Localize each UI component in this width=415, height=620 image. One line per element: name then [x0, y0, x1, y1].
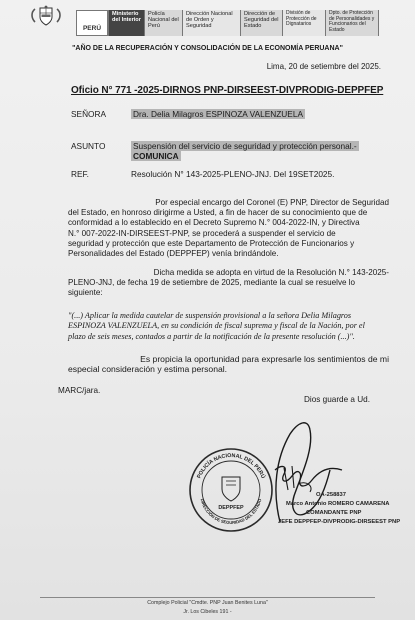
quote-line: "(...) Aplicar la medida cautelar de suspensión provisional a la señora Delia Milagros — [68, 311, 352, 320]
asunto-value — [131, 141, 401, 161]
stamp-center-text: DEPPFEP — [218, 505, 244, 511]
quote-line: plazo de seis meses, contados a partir de la notificación de la presente resolución (...)". — [68, 331, 355, 341]
footer-address-line2: Jr. Los Cibeles 191 - — [183, 609, 232, 615]
senora-label: SEÑORA — [71, 109, 107, 119]
year-motto: "AÑO DE LA RECUPERACIÓN Y CONSOLIDACIÓN DE LA ECONOMÍA PERUANA" — [72, 45, 343, 52]
signatory-code: OA-258837 — [316, 492, 346, 498]
header-directorate: Dirección Nacional de Orden y Seguridad — [182, 10, 240, 36]
paragraph-line: Dicha medida se adopta en virtud de la Resolución N.° 143-2025- — [153, 268, 389, 277]
resolution-quote — [68, 311, 394, 342]
closing-salutation: Dios guarde a Ud. — [304, 395, 370, 404]
signatory-rank: COMANDANTE PNP — [306, 510, 362, 516]
quote-line: ESPINOZA VALENZUELA, en su condición de fiscal suprema y fiscal de la Nación, por el — [68, 321, 365, 331]
paragraph-line: Es propicia la oportunidad para expresarle los sentimientos de mi — [140, 354, 389, 364]
paragraph-line: Por especial encargo del Coronel (E) PNP, Director de Seguridad — [155, 198, 389, 207]
senora-value — [131, 109, 305, 119]
header-division: División de Protección de Dignatarios — [282, 10, 325, 36]
paragraph-line: PLENO-JNJ, de fecha 19 de setiembre de 2025, mediante la cual se resuelve lo — [68, 278, 356, 288]
header-police: Policía Nacional del Perú — [144, 10, 182, 36]
footer-address-line1: Complejo Policial "Cmdte. PNP Juan Benites Luna" — [147, 600, 268, 606]
document-date: Lima, 20 de setiembre del 2025. — [266, 62, 381, 71]
stamp-outer-text: POLICÍA NACIONAL DEL PERÚ — [196, 452, 266, 480]
institutional-header — [76, 10, 379, 37]
paragraph-line: N.° 007-2022-IN-DIRSEEST-PNP, se procederá a suspender el servicio de — [68, 228, 336, 238]
footer-divider — [40, 597, 375, 598]
header-ministry: Ministerio del Interior — [108, 10, 144, 36]
stamp-inner-text: DIRECCIÓN DE SEGURIDAD DEL ESTADO — [199, 498, 263, 526]
official-stamp — [188, 447, 274, 533]
paragraph-line: siguiente: — [68, 288, 103, 298]
paragraph-line: conformidad a lo establecido en el Decreto Supremo N.° 004-2022-IN, y Directiva — [68, 218, 360, 228]
signatory-title: JEFE DEPPFEP-DIVPRODIG-DIRSEEST PNP — [278, 519, 401, 525]
header-country: PERÚ — [76, 10, 108, 36]
ref-label: REF. — [71, 169, 89, 179]
paragraph-line: Personalidades del Estado (DEPPFEP) venía brindándole. — [68, 249, 279, 259]
paragraph-resolution — [68, 268, 391, 299]
asunto-label: ASUNTO — [71, 141, 106, 151]
paragraph-intro — [68, 198, 391, 259]
paragraph-closing — [68, 354, 391, 374]
paragraph-line: del Estado, en honroso dirigirme a Usted, a fin de hacer de su conocimiento que de — [68, 208, 368, 218]
initials: MARC/jara. — [58, 386, 101, 395]
paragraph-line: especial consideración y estima personal. — [68, 364, 228, 375]
document-number: Oficio N° 771 -2025-DIRNOS PNP-DIRSEEST-DIVPRODIG-DEPPFEP — [71, 85, 384, 96]
svg-text:DIRECCIÓN DE SEGURIDAD DEL EST — [200, 497, 263, 525]
asunto-line2: COMUNICA — [133, 151, 179, 161]
paragraph-line: seguridad y protección que este Departamento de Protección de Funcionarios y — [68, 238, 355, 248]
senora-name: Dra. Delia Milagros ESPINOZA VALENZUELA — [133, 109, 303, 119]
ref-value: Resolución N° 143-2025-PLENO-JNJ. Del 19SET2025. — [131, 169, 335, 179]
asunto-line1: Suspensión del servicio de seguridad y protección personal.- — [133, 141, 357, 151]
signatory-name: Marco Antonio ROMERO CAMARENA — [286, 501, 390, 507]
peru-coat-of-arms-icon — [29, 5, 63, 27]
header-state-security: Dirección de Seguridad del Estado — [240, 10, 282, 36]
header-department: Dpto. de Protección de Personalidades y Funcionarios del Estado — [325, 10, 379, 36]
